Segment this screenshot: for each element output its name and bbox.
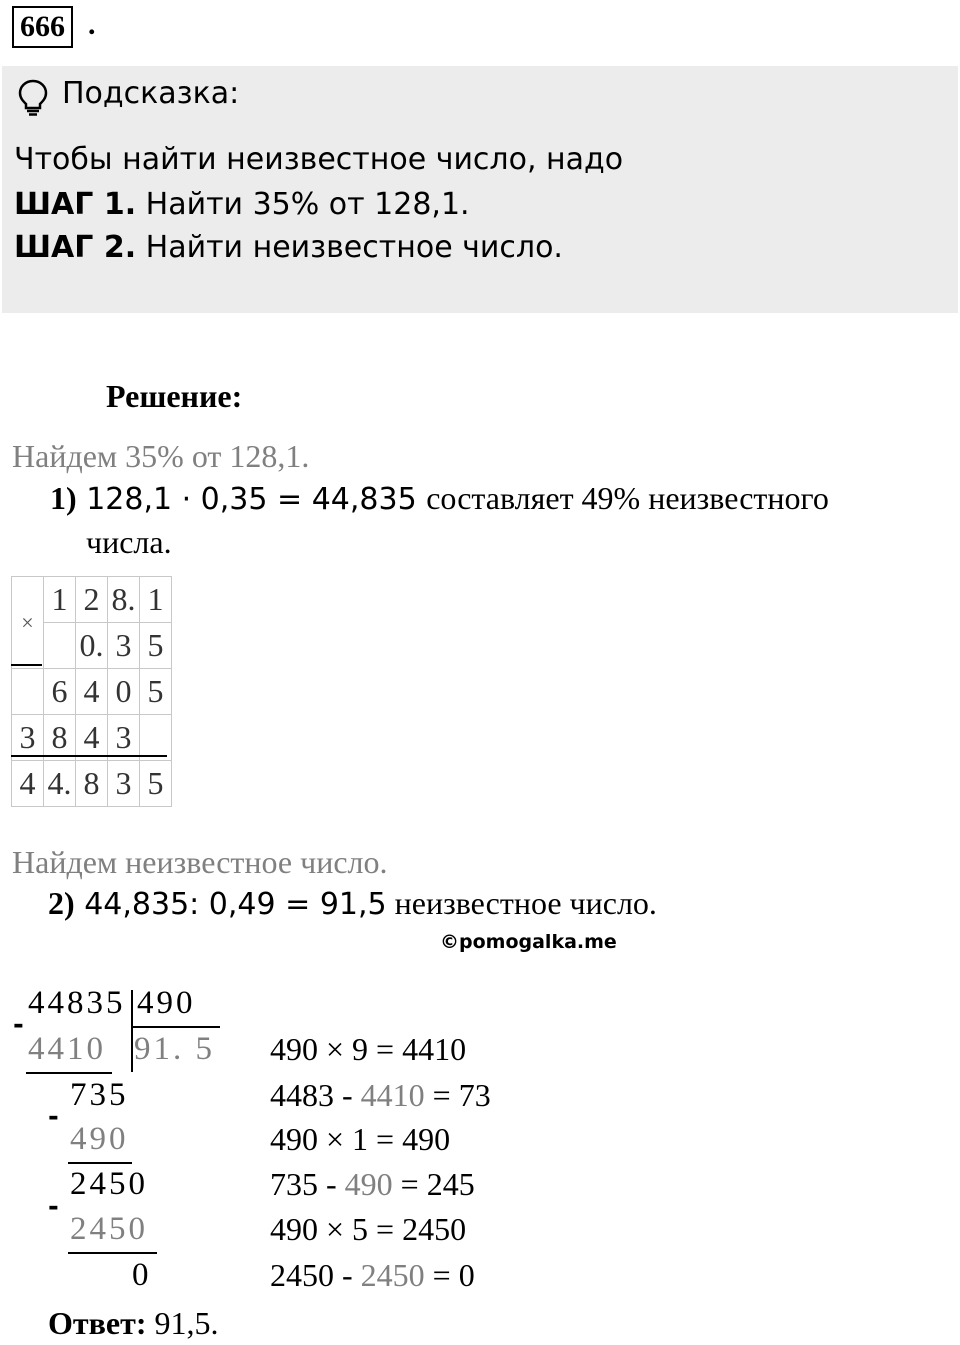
copyright: ©pomogalka.me [440,931,617,953]
calc-line [270,1257,475,1294]
hint-step-2-text: Найти неизвестное число. [136,230,563,265]
calc-line [270,1077,491,1114]
grid-row [12,761,172,807]
calc-line [270,1211,466,1248]
step-1 [50,480,829,517]
quotient: 91. 5 [134,1031,215,1067]
step-1-text: составляет 49% неизвестного [426,480,829,516]
grid-cell: 5 [140,669,172,715]
grid-cell: 0 [108,669,140,715]
minus-sign: - [48,1102,59,1132]
grid-cell: 8. [108,577,140,623]
grid-row [12,715,172,761]
grid-cell: 4. [44,761,76,807]
step-2 [48,885,657,922]
answer [48,1305,218,1342]
multiplier-underline [11,664,42,666]
grid-cell: 1 [44,577,76,623]
dividend: 44835 [28,985,126,1021]
calc-part: 490 × 1 = 490 [270,1121,451,1157]
step-2-number: 2) [48,885,75,921]
grid-cell [140,715,172,761]
step-1-expression: 128,1 · 0,35 = 44,835 [76,482,427,517]
division-row: 2450 [70,1211,148,1247]
step-1-continuation: числа. [86,524,172,560]
grid-cell: 4 [76,669,108,715]
minus-sign: - [48,1192,59,1222]
division-underline [68,1162,132,1164]
division-row: 735 [70,1077,129,1113]
grid-row [12,577,172,623]
step-2-expression: 44,835: 0,49 = 91,5 [74,887,387,922]
calc-part: 490 × 5 = 2450 [270,1211,467,1247]
grid-cell: 1 [140,577,172,623]
division-row: 2450 [70,1166,148,1202]
solution-title: Решение: [106,378,243,414]
calc-part: 4410 [360,1077,425,1113]
problem-number: 666 [12,6,73,48]
division-row: 0 [132,1257,152,1293]
grid-cell [12,669,44,715]
grid-cell: 4 [12,761,44,807]
hint-line: Чтобы найти неизвестное число, надо [14,142,624,177]
grid-cell: 3 [108,715,140,761]
hint-title: Подсказка: [62,76,240,111]
find-step-1: Найдем 35% от 128,1. [12,438,310,474]
answer-value: 91,5. [146,1305,219,1341]
divisor-underline [131,1026,220,1028]
minus-sign: - [13,1010,24,1040]
step-2-text: неизвестное число. [386,885,657,921]
lightbulb-icon [16,78,50,116]
grid-cell: 5 [140,761,172,807]
grid-cell [44,623,76,669]
divisor: 490 [137,985,196,1021]
calc-part: 2450 - [270,1257,361,1293]
grid-row [12,669,172,715]
calc-line [270,1166,475,1203]
find-step-2: Найдем неизвестное число. [12,844,388,880]
calc-part: 490 [344,1166,393,1202]
calc-part: = 245 [392,1166,475,1202]
calc-line [270,1121,450,1158]
calc-part: 4483 - [270,1077,361,1113]
calc-line [270,1031,466,1068]
division-bar [131,990,133,1072]
calc-part: 735 - [270,1166,345,1202]
calc-part: 2450 [360,1257,425,1293]
problem-number-dot: . [88,8,96,41]
answer-label: Ответ: [48,1305,147,1341]
grid-cell: 6 [44,669,76,715]
division-underline [68,1252,157,1254]
grid-cell: 2 [76,577,108,623]
grid-cell: 0. [76,623,108,669]
grid-cell: 8 [44,715,76,761]
hint-step-1-text: Найти 35% от 128,1. [136,187,470,222]
hint-step-1-label: ШАГ 1. [14,187,137,222]
hint-step-2-label: ШАГ 2. [14,230,137,265]
step-1-number: 1) [50,480,77,516]
division-underline [26,1072,112,1074]
grid-cell: 5 [140,623,172,669]
multiplication-grid [11,576,172,807]
grid-cell: 4 [76,715,108,761]
division-row: 4410 [28,1031,106,1067]
calc-part: 490 × 9 = 4410 [270,1031,467,1067]
hint-step-2 [14,230,563,265]
division-row: 490 [70,1121,129,1157]
calc-part: = 0 [424,1257,475,1293]
hint-step-1 [14,187,470,222]
grid-cell: 3 [108,761,140,807]
grid-cell: 3 [108,623,140,669]
grid-cell: 8 [76,761,108,807]
grid-cell: 3 [12,715,44,761]
calc-part: = 73 [424,1077,491,1113]
grid-cell: × [12,577,44,669]
product-line [11,755,167,757]
